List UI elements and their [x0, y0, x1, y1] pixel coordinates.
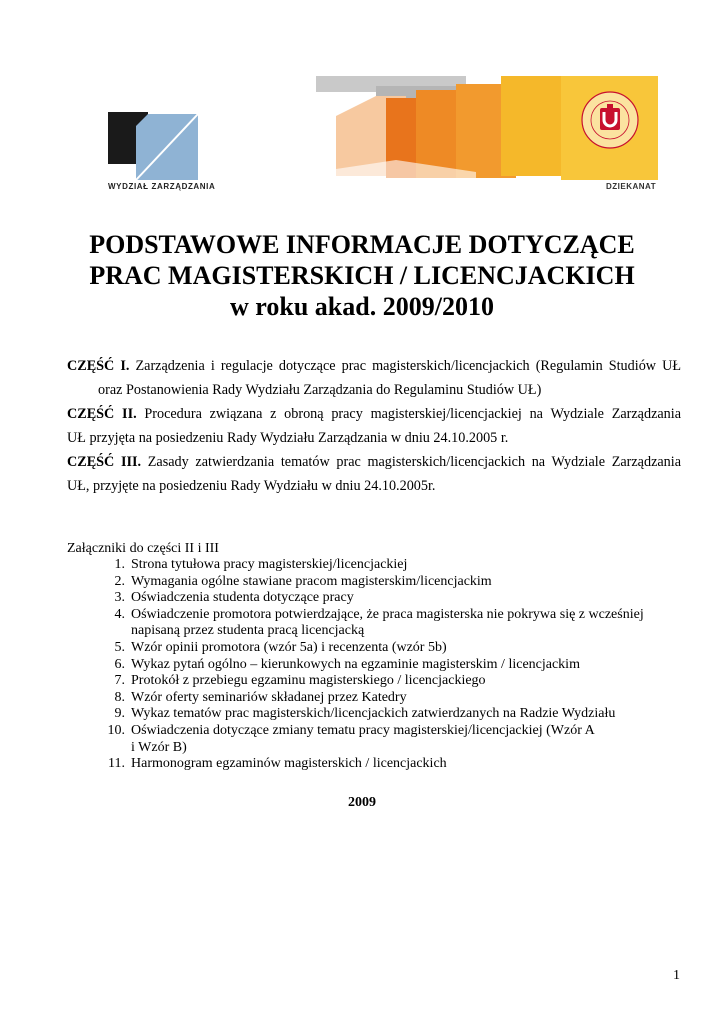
list-item: 7. Protokół z przebiegu egzaminu magisterskiego / licencjackiego — [114, 673, 486, 689]
list-item: 5. Wzór opinii promotora (wzór 5a) i recenzenta (wzór 5b) — [114, 639, 447, 655]
part-3-text-line2: UŁ, przyjęte na posiedzeniu Rady Wydziału w dniu 24.10.2005r. — [67, 478, 436, 494]
part-3-text-line1: Zasady zatwierdzania tematów prac magisterskich/licencjackich na Wydziale Zarządzania — [141, 454, 681, 470]
part-2-text-line2: UŁ przyjęta na posiedzeniu Rady Wydziału Zarządzania w dniu 24.10.2005 r. — [67, 430, 509, 446]
attachments-heading: Załączniki do części II i III — [67, 541, 219, 556]
year: 2009 — [348, 795, 376, 810]
title-line-3: w roku akad. 2009/2010 — [230, 292, 494, 321]
list-item: 11. Harmonogram egzaminów magisterskich / licencjackich — [108, 756, 447, 772]
part-3 — [67, 450, 681, 498]
list-item: 6. Wykaz pytań ogólno – kierunkowych na egzaminie magisterskim / licencjackim — [114, 656, 580, 672]
page-number: 1 — [673, 968, 680, 983]
list-item: 3. Oświadczenia studenta dotyczące pracy — [114, 590, 354, 606]
document-title — [40, 229, 684, 322]
part-1-text-line2: oraz Postanowienia Rady Wydziału Zarządzania do Regulaminu Studiów UŁ) — [98, 382, 542, 398]
list-item: 2. Wymagania ogólne stawiane pracom magisterskim/licencjackim — [114, 573, 492, 589]
title-line-1: PODSTAWOWE INFORMACJE DOTYCZĄCE — [89, 230, 635, 259]
part-1 — [67, 354, 681, 402]
title-line-2: PRAC MAGISTERSKICH / LICENCJACKICH — [89, 261, 635, 290]
university-seal-icon — [580, 90, 640, 150]
dean-office-label: DZIEKANAT — [606, 182, 657, 191]
list-item: 8. Wzór oferty seminariów składanej przez Katedry — [114, 689, 407, 705]
list-item: 1. Strona tytułowa pracy magisterskiej/licencjackiej — [114, 557, 408, 572]
part-2-text-line1: Procedura związana z obroną pracy magisterskiej/licencjackiej na Wydziale Zarządzania — [136, 406, 681, 422]
part-2-label: CZĘŚĆ II. — [67, 406, 137, 422]
part-3-label: CZĘŚĆ III. — [67, 454, 142, 470]
part-1-label: CZĘŚĆ I. — [67, 358, 130, 374]
part-1-text-line1: Zarządzenia i regulacje dotyczące prac magisterskich/licencjackich (Regulamin Studiów UŁ — [129, 358, 681, 374]
attachments-list — [103, 557, 683, 773]
part-2 — [67, 402, 681, 450]
list-item: 9. Wykaz tematów prac magisterskich/licencjackich zatwierdzanych na Radzie Wydziału — [114, 706, 616, 722]
list-item: 10. Oświadczenia dotyczące zmiany tematu pracy magisterskiej/licencjackiej (Wzór A i Wzór B) — [107, 722, 595, 755]
parts-section — [67, 354, 681, 498]
list-item: 4. Oświadczenie promotora potwierdzające, że praca magisterska nie pokrywa się z wcześniej napisaną przez studenta pracą licencjacką — [114, 606, 644, 639]
faculty-logo-label: WYDZIAŁ ZARZĄDZANIA — [108, 182, 216, 191]
dean-office-banner — [316, 76, 658, 186]
